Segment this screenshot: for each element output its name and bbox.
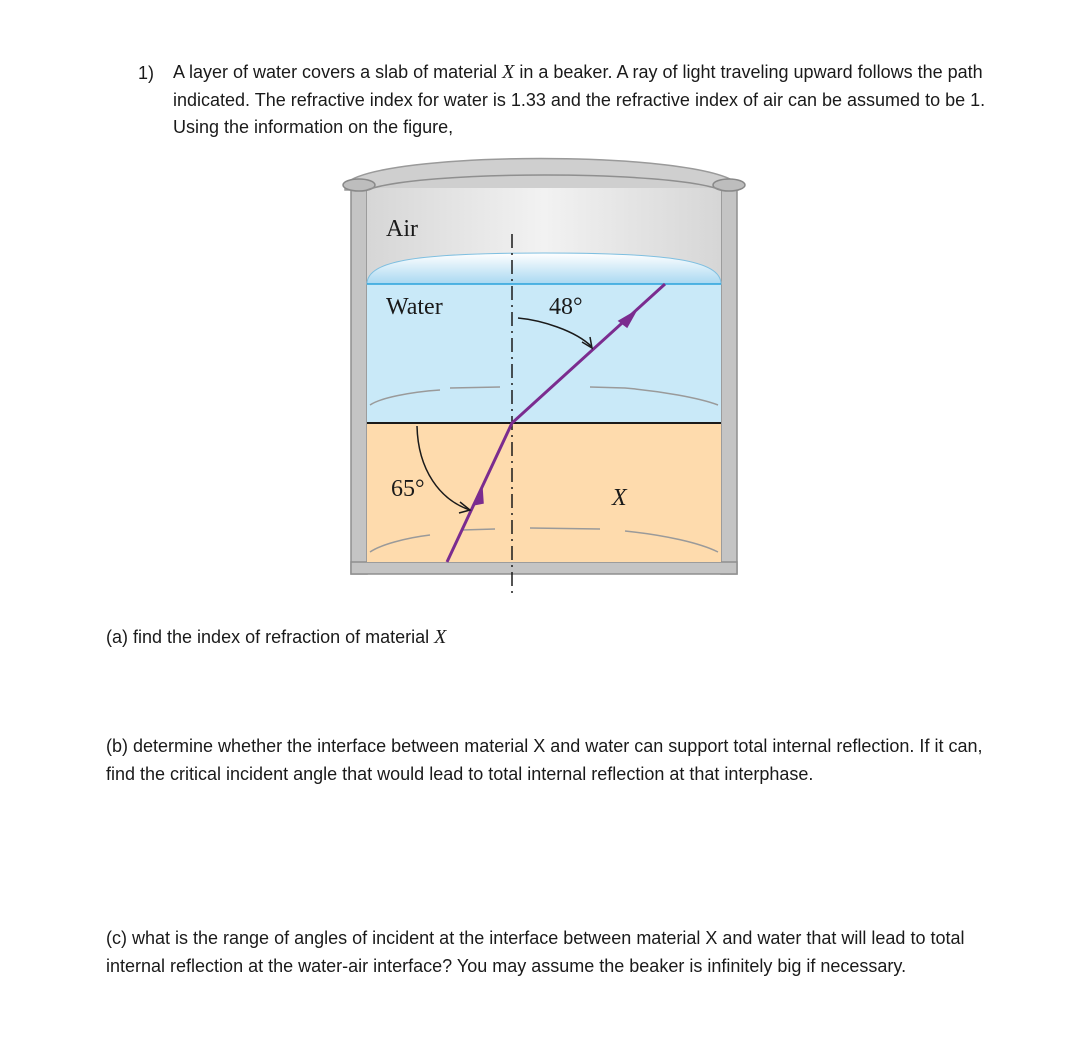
label-material-x: X [612, 485, 627, 511]
beaker-wall-left [351, 188, 367, 574]
label-water: Water [386, 294, 443, 320]
beaker-wall-right [721, 188, 737, 574]
beaker-rim-back [345, 159, 738, 191]
label-air: Air [386, 216, 418, 242]
beaker-figure [330, 140, 750, 610]
beaker-floor [351, 562, 737, 574]
intro-material-var: X [502, 61, 515, 83]
part-c: (c) what is the range of angles of incident at the interface between material X and water that will lead to total internal reflection at the water-air interface? You may assume the beaker is infinitely big if necessary. [106, 928, 965, 976]
material-back-curve-mid [462, 529, 495, 530]
part-a [106, 624, 1006, 652]
label-angle-48: 48° [549, 294, 583, 320]
intro-text-1: A layer of water covers a slab of material [173, 62, 503, 82]
label-angle-65: 65° [391, 476, 425, 502]
part-a-text: (a) find the index of refraction of material [106, 627, 435, 647]
question-number: 1) [138, 63, 155, 83]
intro-text-2: in a beaker. A ray of light traveling upward follows the path indicated. The refractive index for water is 1.33 and the refractive index of air can be assumed to be 1. Using the information on the figure, [173, 62, 986, 137]
water-back-curve-mid [450, 387, 500, 388]
part-b: (b) determine whether the interface between material X and water can support total internal reflection. If it can, find the critical incident angle that would lead to total internal reflection at that interphase. [106, 736, 983, 784]
part-a-var: X [434, 626, 447, 648]
water-meniscus [367, 253, 721, 284]
question-intro [173, 59, 993, 142]
